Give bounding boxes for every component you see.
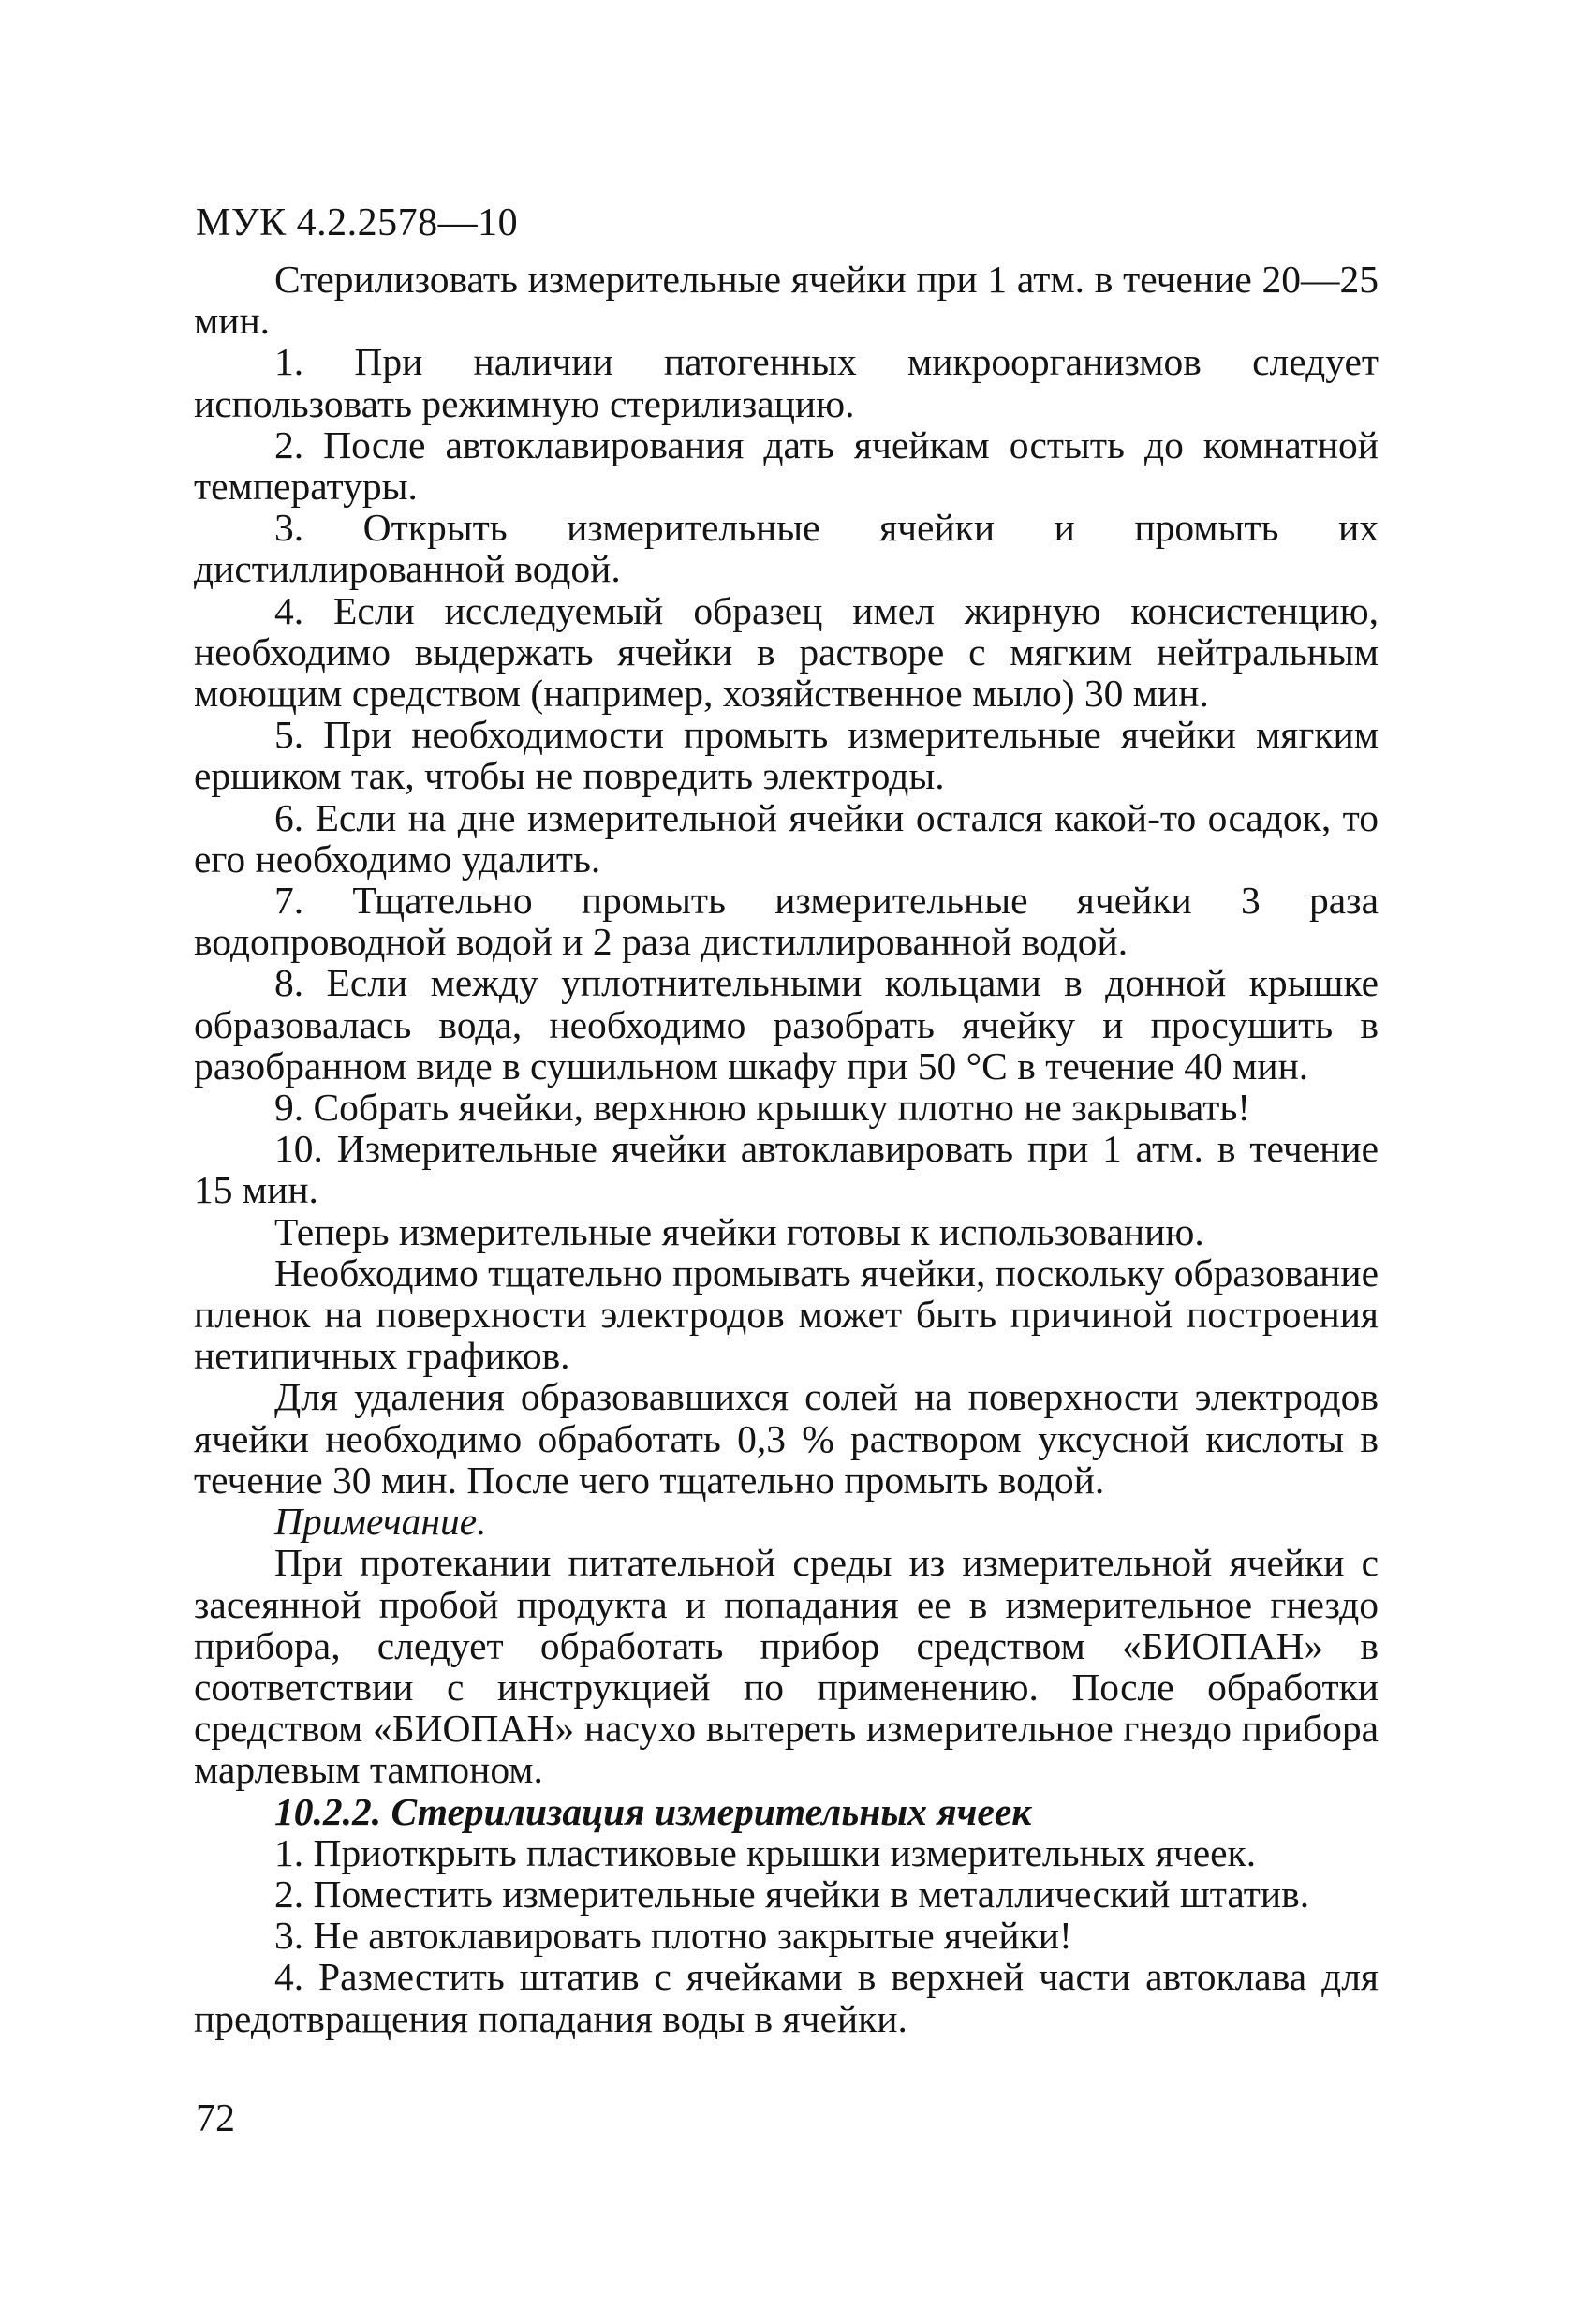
note-text: При протекании питательной среды из измерительной ячейки с засеянной пробой продукта и попадания ее в измерительное гнездо прибора, следует обработать прибор средством «БИОПАН» в соответствии с инструкцией по применению. После обработки средством «БИОПАН» насухо вытереть измерительное гнездо прибора марлевым тампоном.	[194, 1541, 1379, 1792]
list-item: 4. Разместить штатив с ячейками в верхней части автоклава для предотвращения попадания воды в ячейки.	[194, 1955, 1379, 2040]
paragraph: Необходимо тщательно промывать ячейки, поскольку образование пленок на поверхности электродов может быть причиной построения нетипичных графиков.	[194, 1251, 1379, 1378]
paragraph: Для удаления образовавшихся солей на поверхности электродов ячейки необходимо обработать 0,3 % раствором уксусной кислоты в течение 30 мин. После чего тщательно промыть водой.	[194, 1375, 1379, 1502]
page-number: 72	[196, 2097, 235, 2140]
list-item: 7. Тщательно промыть измерительные ячейки 3 раза водопроводной водой и 2 раза дистиллированной водой.	[194, 879, 1379, 964]
list-item: 6. Если на дне измерительной ячейки остался какой-то осадок, то его необходимо удалить.	[194, 795, 1379, 881]
list-item: 1. При наличии патогенных микроорганизмов следует использовать режимную стерилизацию.	[194, 340, 1379, 425]
list-item: 9. Собрать ячейки, верхнюю крышку плотно не закрывать!	[274, 1086, 1251, 1130]
body-text	[194, 259, 1379, 2039]
paragraph: Стерилизовать измерительные ячейки при 1 атм. в течение 20—25 мин.	[194, 258, 1379, 343]
section-heading: 10.2.2. Стерилизация измерительных ячеек	[274, 1789, 1032, 1833]
list-item: 5. При необходимости промыть измерительные ячейки мягким ершиком так, чтобы не повредить электроды.	[194, 713, 1379, 798]
list-item: 2. Поместить измерительные ячейки в металлический штатив.	[274, 1872, 1310, 1916]
list-item: 3. Открыть измерительные ячейки и промыть их дистиллированной водой.	[194, 506, 1379, 591]
paragraph: Теперь измерительные ячейки готовы к использованию.	[274, 1209, 1204, 1253]
document-code: МУК 4.2.2578—10	[196, 201, 519, 244]
list-item: 3. Не автоклавировать плотно закрытые ячейки!	[274, 1914, 1072, 1958]
list-item: 4. Если исследуемый образец имел жирную консистенцию, необходимо выдержать ячейки в растворе с мягким нейтральным моющим средством (например, хозяйственное мыло) 30 мин.	[194, 588, 1379, 716]
list-item: 2. После автоклавирования дать ячейкам остыть до комнатной температуры.	[194, 422, 1379, 509]
list-item: 10. Измерительные ячейки автоклавировать при 1 атм. в течение 15 мин.	[194, 1127, 1379, 1212]
list-item: 1. Приоткрыть пластиковые крышки измерительных ячеек.	[274, 1830, 1257, 1874]
list-item: 8. Если между уплотнительными кольцами в донной крышке образовалась вода, необходимо разобрать ячейку и просушить в разобранном виде в сушильном шкафу при 50 °С в течение 40 мин.	[194, 961, 1379, 1088]
note-title: Примечание.	[274, 1500, 487, 1544]
